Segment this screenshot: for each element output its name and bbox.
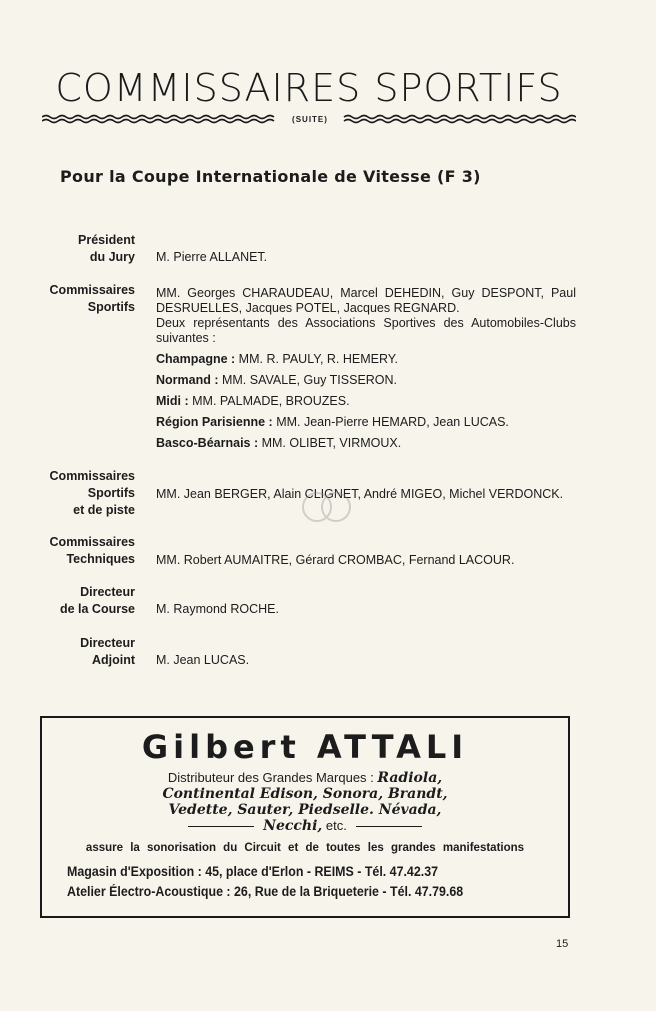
names-list: MM. Georges CHARAUDEAU, Marcel DEHEDIN, Guy DESPONT, Paul DESRUELLES, Jacques POTEL, Jacques REGNARD. <box>156 286 576 315</box>
advert-address-shop: Magasin d'Exposition : 45, place d'Erlon - REIMS - Tél. 47.42.37 <box>67 864 439 879</box>
role-names <box>156 286 576 451</box>
role-names: M. Raymond ROCHE. <box>156 602 279 616</box>
role-names: M. Jean LUCAS. <box>156 653 250 667</box>
role-names: MM. Jean BERGER, Alain CLIGNET, André MIGEO, Michel VERDONCK. <box>156 487 564 501</box>
advert-brands-line: Vedette, Sauter, Piedselle. Névada, <box>168 802 442 818</box>
page-subtitle: (SUITE) <box>283 115 337 124</box>
dash-rule <box>188 826 254 827</box>
club-line: Normand : MM. SAVALE, Guy TISSERON. <box>156 373 398 387</box>
role-label: Directeur Adjoint <box>80 636 135 667</box>
role-label: Président du Jury <box>78 233 135 264</box>
advert-brands-line: Continental Edison, Sonora, Brandt, <box>162 786 448 802</box>
page-title: COMMISSAIRES SPORTIFS <box>55 66 563 110</box>
advert-line: Necchi, etc. <box>42 818 568 834</box>
club-line: Région Parisienne : MM. Jean-Pierre HEMARD, Jean LUCAS. <box>156 415 509 429</box>
role-label: Commissaires Techniques <box>49 535 135 566</box>
club-line: Basco-Béarnais : MM. OLIBET, VIRMOUX. <box>156 436 402 450</box>
advert-service-line: assure la sonorisation du Circuit et de toutes les grandes manifestations <box>85 842 525 854</box>
advert-address-workshop: Atelier Électro-Acoustique : 26, Rue de la Briqueterie - Tél. 47.79.68 <box>67 884 464 899</box>
clubs-intro: Deux représentants des Associations Sportives des Automobiles-Clubs suivantes : <box>156 316 576 345</box>
section-heading: Pour la Coupe Internationale de Vitesse (F 3) <box>60 167 481 186</box>
role-names: M. Pierre ALLANET. <box>156 250 268 264</box>
role-label: Directeur de la Course <box>59 585 135 616</box>
role-label: Commissaires Sportifs et de piste <box>49 469 135 517</box>
role-label: Commissaires Sportifs <box>49 283 135 314</box>
watermark-stamp <box>300 490 352 524</box>
role-names: MM. Robert AUMAITRE, Gérard CROMBAC, Fernand LACOUR. <box>156 553 515 567</box>
advertisement-box <box>40 716 570 918</box>
page-number: 15 <box>556 938 569 950</box>
dash-rule <box>356 826 422 827</box>
club-line: Midi : MM. PALMADE, BROUZES. <box>156 394 350 408</box>
club-line: Champagne : MM. R. PAULY, R. HEMERY. <box>156 352 398 366</box>
advert-line: Distributeur des Grandes Marques : Radiola, <box>167 770 443 786</box>
advert-company-name: Gilbert ATTALI <box>141 728 469 766</box>
